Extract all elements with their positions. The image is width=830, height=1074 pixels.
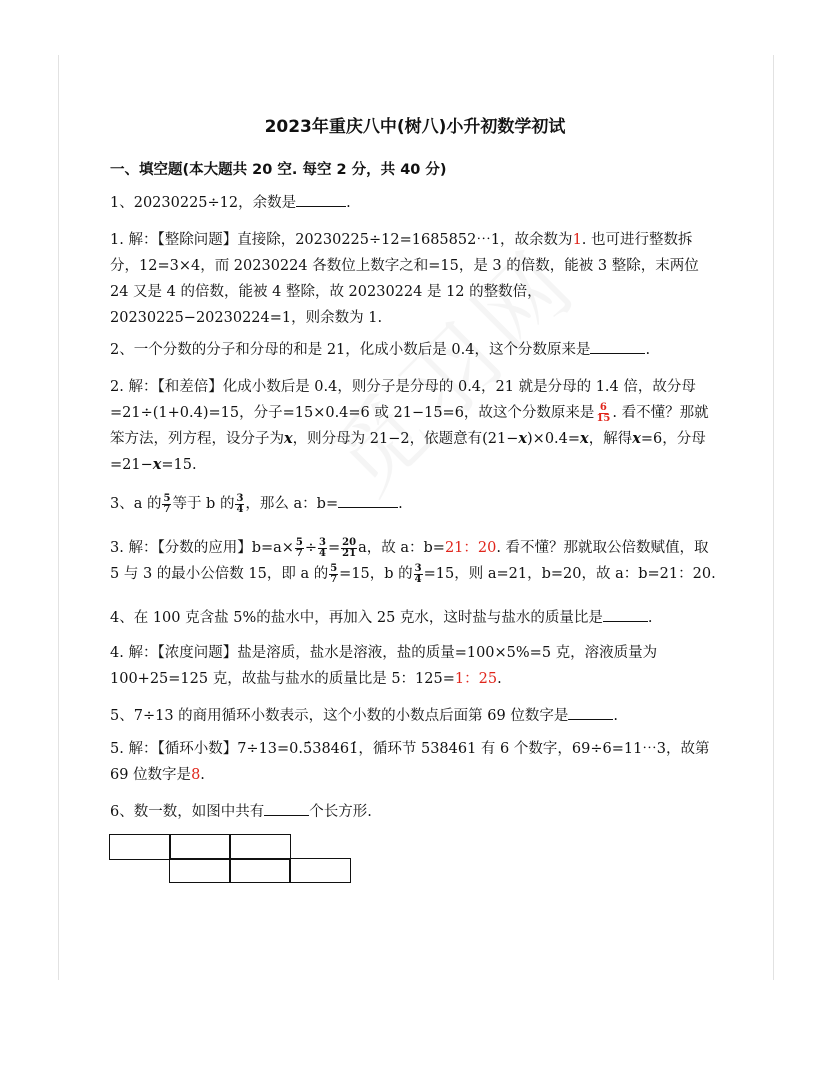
fraction-numerator: 3 [414,562,422,574]
answer-4-text: 4. 解：【浓度问题】盐是溶质，盐水是溶液，盐的质量=100×5%=5 克，溶液质量为 100+25=125 克，故盐与盐水的质量比是 5：125= [110,645,658,687]
fraction [318,538,327,559]
fraction [329,564,338,585]
question-4-text: 4、在 100 克含盐 5%的盐水中，再加入 25 克水，这时盐与盐水的质量比是 [110,610,603,626]
answer-3-text: =15，b 的 [339,566,413,582]
fraction-denominator: 21 [342,547,357,559]
answer-3-text: a，故 a：b= [358,540,445,556]
answer-blank [590,339,645,354]
question-3-text: 等于 b 的 [172,496,235,512]
fraction-numerator: 5 [163,492,171,504]
answer-5-text: 5. 解：【循环小数】7÷13=0.5̇38461̇，循环节 538461 有 6 个数字，69÷6=11⋯3，故第 69 位数字是 [110,741,710,783]
question-1-text: 1、20230225÷12，余数是 [110,195,297,211]
diagram-cell [169,858,231,883]
answer-2-text-cont: ，解得 [588,431,633,447]
answer-2-text-cont: =15. [161,457,197,473]
period: . [346,195,351,211]
diagram-cell [229,834,291,860]
answer-3-text: 3. 解：【分数的应用】b=a× [110,540,294,556]
fraction-numerator: 5 [330,562,338,574]
diagram-cell [229,858,291,883]
diagram-cell [109,834,171,860]
right-margin-line [773,55,774,980]
question-3 [110,491,720,517]
question-6-text: 6、数一数，如图中共有 [110,804,265,820]
question-3-text: 3、a 的 [110,496,162,512]
operator: = [328,540,341,556]
answer-2-text-cont: . 看不懂？那就笨方法，列方程，设分子为 [110,405,709,447]
question-6-text: 个长方形. [309,804,372,820]
period: . [613,708,618,724]
left-margin-line [58,55,59,980]
fraction-denominator: 4 [414,573,422,585]
answer-2-text: 2. 解：【和差倍】化成小数后是 0.4，则分子是分母的 0.4，21 就是分母的 1.4 倍，故分母=21÷(1+0.4)=15，分子=15×0.4=6 或 21−15=6，故这个分数原来是 [110,379,696,421]
question-6 [110,799,720,825]
operator: ÷ [304,540,318,556]
variable-x: x [518,430,528,447]
page-title: 2023年重庆八中(树八)小升初数学初试 [264,117,566,137]
answer-5-highlight: 8 [191,767,201,783]
period: . [645,342,651,358]
diagram-cell [169,834,231,860]
period: . [647,610,653,626]
answer-1-highlight: 1 [572,232,582,248]
variable-x: x [580,430,589,447]
answer-2-text-cont: )×0.4= [527,431,581,447]
fraction-denominator: 7 [163,503,171,515]
variable-x: x [284,430,293,447]
answer-1-text-cont: . 也可进行整数拆分，12=3×4，而 20230224 各数位上数字之和=15，是 3 的倍数，能被 3 整除，末两位 24 又是 4 的倍数，能被 4 整除，故 20230224 是 12 的整数倍，20230225−20230224=1，则余数为 1. [110,232,699,326]
answer-1-text: 1. 解：【整除问题】直接除，20230225÷12=1685852⋯1，故余数为 [110,232,573,248]
fraction [162,494,171,515]
question-4 [110,605,720,631]
answer-2-text-cont: ，则分母为 21−2，依题意有(21− [292,431,519,447]
fraction [341,538,357,559]
answer-blank [568,705,613,720]
answer-2-fraction [595,403,611,424]
period: . [398,496,403,512]
question-2-text: 2、一个分数的分子和分母的和是 21，化成小数后是 0.4，这个分数原来是 [110,342,591,358]
fraction-denominator: 7 [330,573,338,585]
answer-blank [264,801,309,816]
fraction-numerator: 3 [236,492,244,504]
section-heading: 一、填空题(本大题共 20 空. 每空 2 分，共 40 分) [110,162,447,178]
answer-5 [110,736,720,788]
answer-3-highlight: 21：20 [444,540,497,556]
answer-2-text-cont: =6，分母=21− [110,431,706,473]
fraction-denominator: 4 [319,547,327,559]
fraction-numerator: 3 [319,536,327,548]
fraction [295,538,304,559]
question-1 [110,190,720,216]
fraction-denominator: 7 [295,547,303,559]
fraction-numerator: 6 [599,401,607,413]
answer-blank [296,192,346,207]
question-5-text: 5、7÷13 的商用循环小数表示，这个小数的小数点后面第 69 位数字是 [110,708,569,724]
answer-3 [110,535,720,587]
question-5 [110,703,720,729]
answer-3-text: =15，则 a=21，b=20，故 a：b=21：20. [423,566,716,582]
question-3-text: ，那么 a：b= [245,496,339,512]
answer-3-text: . 看不懂？那就取公倍数赋值，取 5 与 3 的最小公倍数 15，即 a 的 [110,540,709,582]
diagram-cell [289,858,351,883]
answer-4-text: . [497,671,502,687]
fraction-numerator: 20 [342,536,357,548]
fraction-numerator: 5 [295,536,303,548]
variable-x: x [152,456,162,473]
variable-x: x [632,430,641,447]
fraction-denominator: 4 [236,503,244,515]
fraction [235,494,244,515]
answer-4 [110,640,720,692]
answer-blank [603,607,648,622]
answer-4-highlight: 1：25 [454,671,498,687]
fraction [414,564,423,585]
fraction-denominator: 15 [596,412,611,424]
answer-5-text: . [200,767,205,783]
